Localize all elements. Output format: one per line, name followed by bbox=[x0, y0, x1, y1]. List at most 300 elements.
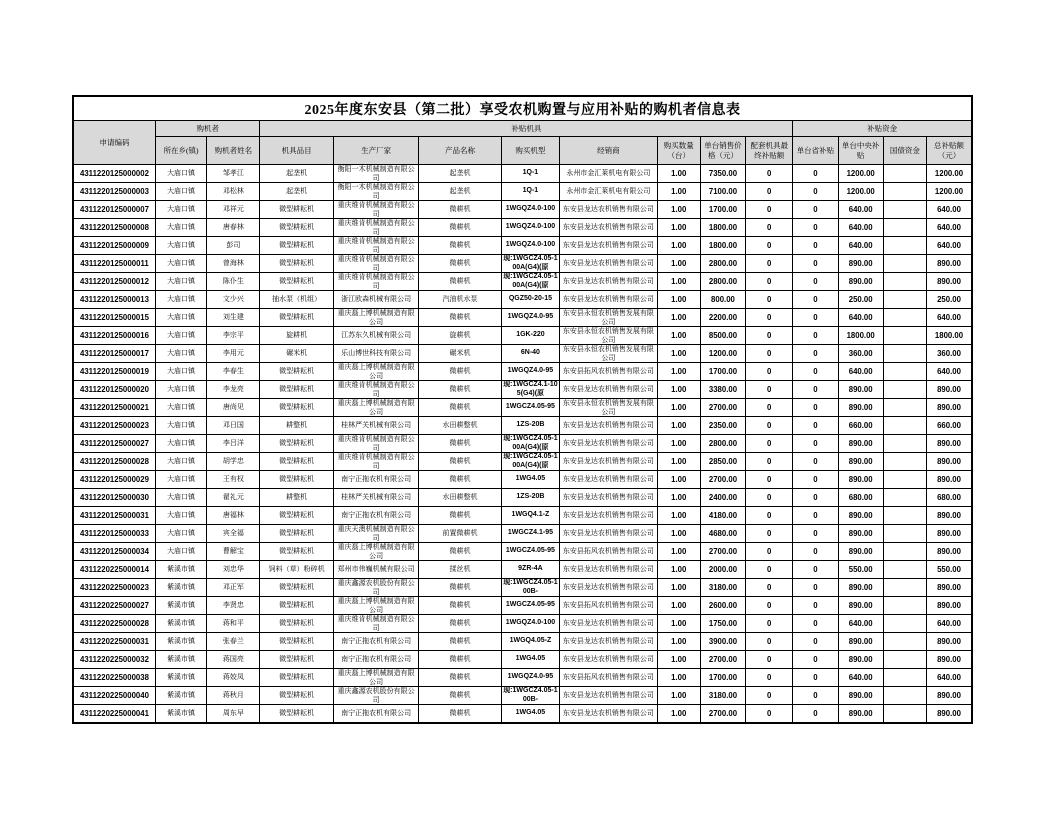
cell-manufacturer: 江苏东久机械有限公司 bbox=[333, 327, 418, 345]
cell-product-name: 微耕机 bbox=[419, 237, 501, 255]
cell-purchaser-name: 邓松林 bbox=[207, 183, 260, 201]
cell-purchase-model: 1Q-1 bbox=[501, 183, 559, 201]
cell-attachment-subsidy: 0 bbox=[746, 669, 793, 687]
cell-central-subsidy: 360.00 bbox=[838, 345, 883, 363]
cell-application-code: 4311220225000028 bbox=[73, 615, 155, 633]
cell-provincial-subsidy: 0 bbox=[793, 201, 838, 219]
cell-total-subsidy: 1200.00 bbox=[927, 165, 972, 183]
cell-provincial-subsidy: 0 bbox=[793, 417, 838, 435]
cell-machine-category: 微型耕耘机 bbox=[260, 399, 333, 417]
cell-provincial-subsidy: 0 bbox=[793, 489, 838, 507]
cell-attachment-subsidy: 0 bbox=[746, 363, 793, 381]
cell-bond-funds bbox=[883, 183, 926, 201]
page-title: 2025年度东安县（第二批）享受农机购置与应用补贴的购机者信息表 bbox=[73, 96, 972, 121]
col-group-subsidy-funds: 补贴资金 bbox=[793, 121, 972, 137]
cell-product-name: 微耕机 bbox=[419, 399, 501, 417]
col-header-application-code: 申请编码 bbox=[73, 121, 155, 165]
cell-quantity: 1.00 bbox=[657, 471, 700, 489]
table-body bbox=[73, 165, 972, 724]
cell-quantity: 1.00 bbox=[657, 615, 700, 633]
cell-township: 紫溪市镇 bbox=[155, 687, 206, 705]
cell-quantity: 1.00 bbox=[657, 201, 700, 219]
cell-unit-price: 1700.00 bbox=[700, 363, 745, 381]
cell-manufacturer: 衡阳一木机械制造有限公司 bbox=[333, 165, 418, 183]
cell-provincial-subsidy: 0 bbox=[793, 633, 838, 651]
cell-dealer: 东安县龙达农机销售有限公司 bbox=[560, 291, 658, 309]
cell-quantity: 1.00 bbox=[657, 237, 700, 255]
cell-unit-price: 2350.00 bbox=[700, 417, 745, 435]
cell-quantity: 1.00 bbox=[657, 291, 700, 309]
cell-attachment-subsidy: 0 bbox=[746, 255, 793, 273]
subsidy-table bbox=[72, 95, 973, 724]
cell-provincial-subsidy: 0 bbox=[793, 507, 838, 525]
cell-purchaser-name: 蒋国亮 bbox=[207, 651, 260, 669]
cell-total-subsidy: 890.00 bbox=[927, 705, 972, 724]
cell-unit-price: 7350.00 bbox=[700, 165, 745, 183]
cell-township: 大庙口镇 bbox=[155, 255, 206, 273]
cell-purchase-model: 现:1WGCZ4.05-100B- bbox=[503, 579, 558, 595]
col-header-total-subsidy: 总补贴额（元） bbox=[927, 137, 972, 165]
cell-provincial-subsidy: 0 bbox=[793, 687, 838, 705]
cell-dealer: 东安县龙达农机销售有限公司 bbox=[560, 453, 658, 471]
cell-dealer: 东安县龙达农机销售有限公司 bbox=[560, 579, 658, 597]
cell-application-code: 4311220225000032 bbox=[73, 651, 155, 669]
cell-quantity: 1.00 bbox=[657, 525, 700, 543]
cell-quantity: 1.00 bbox=[657, 363, 700, 381]
cell-purchase-model: 1WGQZ4.0-95 bbox=[501, 309, 559, 327]
cell-manufacturer: 重庆磊上博机械制造有限公司 bbox=[333, 399, 418, 417]
cell-application-code: 4311220125000012 bbox=[73, 273, 155, 291]
cell-quantity: 1.00 bbox=[657, 417, 700, 435]
table-row bbox=[73, 579, 972, 597]
cell-provincial-subsidy: 0 bbox=[793, 165, 838, 183]
cell-provincial-subsidy: 0 bbox=[793, 345, 838, 363]
cell-total-subsidy: 640.00 bbox=[927, 309, 972, 327]
cell-purchase-model: 1WGCZ4.05-95 bbox=[501, 399, 559, 417]
table-row bbox=[73, 327, 972, 345]
cell-unit-price: 1700.00 bbox=[700, 201, 745, 219]
cell-attachment-subsidy: 0 bbox=[746, 417, 793, 435]
col-header-unit-price: 单台销售价格（元） bbox=[700, 137, 745, 165]
cell-product-name: 微耕机 bbox=[419, 273, 501, 291]
cell-purchaser-name: 李用元 bbox=[207, 345, 260, 363]
cell-manufacturer: 南宁正拖农机有限公司 bbox=[333, 705, 418, 724]
cell-central-subsidy: 890.00 bbox=[838, 507, 883, 525]
cell-township: 大庙口镇 bbox=[155, 309, 206, 327]
cell-bond-funds bbox=[883, 327, 926, 345]
cell-quantity: 1.00 bbox=[657, 597, 700, 615]
cell-manufacturer: 重庆维肯机械制造有限公司 bbox=[333, 219, 418, 237]
cell-purchase-model: 1WG4.05 bbox=[501, 471, 559, 489]
cell-central-subsidy: 890.00 bbox=[838, 471, 883, 489]
cell-bond-funds bbox=[883, 381, 926, 399]
cell-purchase-model: 1WGQZ4.0-100 bbox=[501, 201, 559, 219]
cell-attachment-subsidy: 0 bbox=[746, 399, 793, 417]
cell-central-subsidy: 640.00 bbox=[838, 201, 883, 219]
cell-unit-price: 800.00 bbox=[700, 291, 745, 309]
cell-central-subsidy: 250.00 bbox=[838, 291, 883, 309]
cell-provincial-subsidy: 0 bbox=[793, 435, 838, 453]
cell-township: 大庙口镇 bbox=[155, 453, 206, 471]
cell-purchaser-name: 张春兰 bbox=[207, 633, 260, 651]
cell-manufacturer: 重庆维肯机械制造有限公司 bbox=[333, 237, 418, 255]
table-row bbox=[73, 489, 972, 507]
cell-township: 大庙口镇 bbox=[155, 417, 206, 435]
cell-total-subsidy: 890.00 bbox=[927, 435, 972, 453]
cell-total-subsidy: 640.00 bbox=[927, 669, 972, 687]
table-row bbox=[73, 255, 972, 273]
cell-purchase-model: 1WGCZ4.05-95 bbox=[501, 543, 559, 561]
cell-purchase-model: 1WGQZ4.0-100 bbox=[501, 219, 559, 237]
cell-application-code: 4311220125000021 bbox=[73, 399, 155, 417]
cell-central-subsidy: 640.00 bbox=[838, 669, 883, 687]
cell-manufacturer: 桂林严关机械有限公司 bbox=[333, 417, 418, 435]
cell-central-subsidy: 890.00 bbox=[838, 525, 883, 543]
cell-total-subsidy: 890.00 bbox=[927, 399, 972, 417]
cell-product-name: 旋耕机 bbox=[419, 327, 501, 345]
table-row bbox=[73, 651, 972, 669]
cell-dealer: 永州市金汇莱机电有限公司 bbox=[560, 183, 658, 201]
cell-product-name: 微耕机 bbox=[419, 543, 501, 561]
table-row bbox=[73, 705, 972, 724]
cell-total-subsidy: 890.00 bbox=[927, 507, 972, 525]
cell-product-name: 汽油机水泵 bbox=[419, 291, 501, 309]
cell-application-code: 4311220125000008 bbox=[73, 219, 155, 237]
cell-purchaser-name: 邓祥元 bbox=[207, 201, 260, 219]
cell-central-subsidy: 1200.00 bbox=[838, 183, 883, 201]
cell-purchaser-name: 宾全福 bbox=[207, 525, 260, 543]
cell-provincial-subsidy: 0 bbox=[793, 705, 838, 724]
cell-quantity: 1.00 bbox=[657, 561, 700, 579]
col-header-bond-funds: 国债资金 bbox=[883, 137, 926, 165]
cell-attachment-subsidy: 0 bbox=[746, 183, 793, 201]
cell-bond-funds bbox=[883, 453, 926, 471]
cell-unit-price: 2600.00 bbox=[700, 597, 745, 615]
cell-provincial-subsidy: 0 bbox=[793, 543, 838, 561]
cell-bond-funds bbox=[883, 417, 926, 435]
cell-purchase-model: 1ZS-20B bbox=[501, 489, 559, 507]
cell-dealer: 东安县龙达农机销售有限公司 bbox=[560, 561, 658, 579]
cell-machine-category: 耕整机 bbox=[260, 417, 333, 435]
cell-bond-funds bbox=[883, 597, 926, 615]
cell-central-subsidy: 890.00 bbox=[838, 597, 883, 615]
cell-township: 大庙口镇 bbox=[155, 219, 206, 237]
cell-central-subsidy: 890.00 bbox=[838, 399, 883, 417]
cell-bond-funds bbox=[883, 363, 926, 381]
cell-unit-price: 2800.00 bbox=[700, 255, 745, 273]
table-row bbox=[73, 381, 972, 399]
cell-machine-category: 微型耕耘机 bbox=[260, 309, 333, 327]
cell-dealer: 东安县龙达农机销售有限公司 bbox=[560, 471, 658, 489]
cell-provincial-subsidy: 0 bbox=[793, 525, 838, 543]
cell-bond-funds bbox=[883, 669, 926, 687]
cell-attachment-subsidy: 0 bbox=[746, 201, 793, 219]
subsidy-info-sheet bbox=[72, 95, 973, 724]
cell-manufacturer: 重庆天澳机械制造有限公司 bbox=[333, 525, 418, 543]
cell-township: 紫溪市镇 bbox=[155, 561, 206, 579]
cell-provincial-subsidy: 0 bbox=[793, 291, 838, 309]
cell-attachment-subsidy: 0 bbox=[746, 633, 793, 651]
cell-purchaser-name: 曹解宝 bbox=[207, 543, 260, 561]
cell-application-code: 4311220125000027 bbox=[73, 435, 155, 453]
cell-purchaser-name: 邓日国 bbox=[207, 417, 260, 435]
cell-bond-funds bbox=[883, 687, 926, 705]
cell-manufacturer: 重庆维肯机械制造有限公司 bbox=[333, 381, 418, 399]
cell-machine-category: 碾米机 bbox=[260, 345, 333, 363]
cell-total-subsidy: 550.00 bbox=[927, 561, 972, 579]
cell-dealer: 东安县永恒农机销售发展有限公司 bbox=[560, 399, 658, 417]
cell-attachment-subsidy: 0 bbox=[746, 489, 793, 507]
cell-quantity: 1.00 bbox=[657, 669, 700, 687]
cell-dealer: 东安县龙达农机销售有限公司 bbox=[560, 489, 658, 507]
cell-unit-price: 2700.00 bbox=[700, 705, 745, 724]
cell-machine-category: 微型耕耘机 bbox=[260, 237, 333, 255]
cell-manufacturer: 衡阳一木机械制造有限公司 bbox=[333, 183, 418, 201]
table-row bbox=[73, 669, 972, 687]
cell-central-subsidy: 890.00 bbox=[838, 453, 883, 471]
cell-manufacturer: 重庆维肯机械制造有限公司 bbox=[333, 201, 418, 219]
cell-central-subsidy: 640.00 bbox=[838, 219, 883, 237]
cell-manufacturer: 重庆维肯机械制造有限公司 bbox=[333, 615, 418, 633]
cell-attachment-subsidy: 0 bbox=[746, 291, 793, 309]
cell-dealer: 东安县龙达农机销售有限公司 bbox=[560, 507, 658, 525]
cell-central-subsidy: 890.00 bbox=[838, 273, 883, 291]
cell-machine-category: 抽水泵（机组） bbox=[260, 291, 333, 309]
cell-attachment-subsidy: 0 bbox=[746, 597, 793, 615]
cell-attachment-subsidy: 0 bbox=[746, 381, 793, 399]
cell-dealer: 东安县拓风农机销售有限公司 bbox=[560, 363, 658, 381]
cell-quantity: 1.00 bbox=[657, 453, 700, 471]
cell-purchaser-name: 唐尚见 bbox=[207, 399, 260, 417]
cell-township: 大庙口镇 bbox=[155, 363, 206, 381]
cell-total-subsidy: 640.00 bbox=[927, 237, 972, 255]
cell-product-name: 微耕机 bbox=[419, 507, 501, 525]
cell-dealer: 东安县龙达农机销售有限公司 bbox=[560, 651, 658, 669]
table-row bbox=[73, 543, 972, 561]
cell-quantity: 1.00 bbox=[657, 309, 700, 327]
cell-manufacturer: 南宁正拖农机有限公司 bbox=[333, 507, 418, 525]
cell-machine-category: 微型耕耘机 bbox=[260, 543, 333, 561]
table-row bbox=[73, 471, 972, 489]
cell-attachment-subsidy: 0 bbox=[746, 237, 793, 255]
cell-township: 大庙口镇 bbox=[155, 507, 206, 525]
cell-total-subsidy: 680.00 bbox=[927, 489, 972, 507]
cell-purchase-model: 现:1WGCZ4.05-100A(G4)(原 bbox=[503, 435, 558, 451]
cell-machine-category: 微型耕耘机 bbox=[260, 525, 333, 543]
cell-bond-funds bbox=[883, 633, 926, 651]
cell-manufacturer: 重庆维肯机械制造有限公司 bbox=[333, 273, 418, 291]
cell-provincial-subsidy: 0 bbox=[793, 597, 838, 615]
cell-application-code: 4311220125000009 bbox=[73, 237, 155, 255]
cell-township: 大庙口镇 bbox=[155, 165, 206, 183]
cell-manufacturer: 重庆维肯机械制造有限公司 bbox=[333, 255, 418, 273]
cell-unit-price: 2700.00 bbox=[700, 543, 745, 561]
cell-purchase-model: 1WGQ4.1-Z bbox=[501, 507, 559, 525]
cell-provincial-subsidy: 0 bbox=[793, 327, 838, 345]
cell-machine-category: 饲料（草）粉碎机 bbox=[260, 561, 333, 579]
cell-unit-price: 3380.00 bbox=[700, 381, 745, 399]
cell-dealer: 东安县拓风农机销售有限公司 bbox=[560, 597, 658, 615]
cell-product-name: 微耕机 bbox=[419, 435, 501, 453]
cell-unit-price: 1750.00 bbox=[700, 615, 745, 633]
cell-provincial-subsidy: 0 bbox=[793, 561, 838, 579]
cell-total-subsidy: 1200.00 bbox=[927, 183, 972, 201]
cell-township: 大庙口镇 bbox=[155, 273, 206, 291]
cell-township: 紫溪市镇 bbox=[155, 597, 206, 615]
cell-purchaser-name: 翟礼元 bbox=[207, 489, 260, 507]
cell-central-subsidy: 890.00 bbox=[838, 255, 883, 273]
cell-quantity: 1.00 bbox=[657, 273, 700, 291]
cell-township: 大庙口镇 bbox=[155, 291, 206, 309]
table-row bbox=[73, 597, 972, 615]
cell-provincial-subsidy: 0 bbox=[793, 255, 838, 273]
cell-application-code: 4311220225000014 bbox=[73, 561, 155, 579]
cell-application-code: 4311220125000017 bbox=[73, 345, 155, 363]
cell-provincial-subsidy: 0 bbox=[793, 579, 838, 597]
cell-attachment-subsidy: 0 bbox=[746, 687, 793, 705]
cell-attachment-subsidy: 0 bbox=[746, 309, 793, 327]
cell-unit-price: 2200.00 bbox=[700, 309, 745, 327]
col-header-township: 所在乡(镇) bbox=[155, 137, 206, 165]
cell-application-code: 4311220125000029 bbox=[73, 471, 155, 489]
cell-machine-category: 微型耕耘机 bbox=[260, 435, 333, 453]
cell-purchase-model: 1WGQZ4.0-95 bbox=[501, 363, 559, 381]
cell-provincial-subsidy: 0 bbox=[793, 615, 838, 633]
cell-bond-funds bbox=[883, 525, 926, 543]
cell-township: 大庙口镇 bbox=[155, 489, 206, 507]
cell-machine-category: 微型耕耘机 bbox=[260, 219, 333, 237]
cell-central-subsidy: 890.00 bbox=[838, 687, 883, 705]
cell-attachment-subsidy: 0 bbox=[746, 579, 793, 597]
cell-dealer: 东安县永恒农机销售发展有限公司 bbox=[560, 309, 658, 327]
cell-machine-category: 微型耕耘机 bbox=[260, 615, 333, 633]
cell-application-code: 4311220225000023 bbox=[73, 579, 155, 597]
cell-attachment-subsidy: 0 bbox=[746, 543, 793, 561]
cell-central-subsidy: 890.00 bbox=[838, 633, 883, 651]
cell-dealer: 东安县龙达农机销售有限公司 bbox=[560, 417, 658, 435]
cell-machine-category: 微型耕耘机 bbox=[260, 363, 333, 381]
cell-purchase-model: 1WGQ4.05-Z bbox=[501, 633, 559, 651]
cell-purchase-model: 现:1WGCZ4.05-100A(G4)(原 bbox=[503, 273, 558, 289]
cell-unit-price: 2000.00 bbox=[700, 561, 745, 579]
cell-manufacturer: 重庆鑫源农机股份有限公司 bbox=[333, 687, 418, 705]
cell-purchase-model: 1WGCZ4.1-95 bbox=[501, 525, 559, 543]
cell-dealer: 东安县永恒农机销售发展有限公司 bbox=[560, 327, 658, 345]
cell-quantity: 1.00 bbox=[657, 543, 700, 561]
cell-machine-category: 微型耕耘机 bbox=[260, 705, 333, 724]
cell-provincial-subsidy: 0 bbox=[793, 273, 838, 291]
cell-provincial-subsidy: 0 bbox=[793, 453, 838, 471]
cell-quantity: 1.00 bbox=[657, 435, 700, 453]
cell-total-subsidy: 890.00 bbox=[927, 633, 972, 651]
cell-manufacturer: 重庆维肯机械制造有限公司 bbox=[333, 435, 418, 453]
cell-purchaser-name: 蒋秋月 bbox=[207, 687, 260, 705]
cell-bond-funds bbox=[883, 561, 926, 579]
cell-purchase-model: 1WG4.05 bbox=[501, 705, 559, 724]
cell-attachment-subsidy: 0 bbox=[746, 327, 793, 345]
cell-bond-funds bbox=[883, 435, 926, 453]
cell-total-subsidy: 890.00 bbox=[927, 687, 972, 705]
cell-quantity: 1.00 bbox=[657, 651, 700, 669]
cell-application-code: 4311220125000016 bbox=[73, 327, 155, 345]
cell-bond-funds bbox=[883, 471, 926, 489]
cell-total-subsidy: 890.00 bbox=[927, 543, 972, 561]
cell-product-name: 碾米机 bbox=[419, 345, 501, 363]
cell-attachment-subsidy: 0 bbox=[746, 471, 793, 489]
cell-central-subsidy: 890.00 bbox=[838, 651, 883, 669]
cell-machine-category: 微型耕耘机 bbox=[260, 471, 333, 489]
cell-application-code: 4311220125000007 bbox=[73, 201, 155, 219]
cell-dealer: 东安县龙达农机销售有限公司 bbox=[560, 687, 658, 705]
cell-purchaser-name: 曾海林 bbox=[207, 255, 260, 273]
cell-central-subsidy: 890.00 bbox=[838, 543, 883, 561]
cell-total-subsidy: 890.00 bbox=[927, 471, 972, 489]
cell-central-subsidy: 1800.00 bbox=[838, 327, 883, 345]
cell-manufacturer: 郑州市伟巍机械有限公司 bbox=[333, 561, 418, 579]
cell-purchase-model: 1GK-220 bbox=[501, 327, 559, 345]
cell-township: 大庙口镇 bbox=[155, 201, 206, 219]
cell-township: 大庙口镇 bbox=[155, 183, 206, 201]
table-row bbox=[73, 507, 972, 525]
cell-purchase-model: 1WGCZ4.05-95 bbox=[501, 597, 559, 615]
table-row bbox=[73, 417, 972, 435]
cell-quantity: 1.00 bbox=[657, 183, 700, 201]
cell-machine-category: 微型耕耘机 bbox=[260, 579, 333, 597]
cell-purchase-model: 9ZR-4A bbox=[501, 561, 559, 579]
col-header-purchaser-name: 购机者姓名 bbox=[207, 137, 260, 165]
cell-purchase-model: 1WGQZ4.0-100 bbox=[501, 237, 559, 255]
cell-township: 大庙口镇 bbox=[155, 237, 206, 255]
cell-dealer: 东安县龙达农机销售有限公司 bbox=[560, 219, 658, 237]
table-row bbox=[73, 399, 972, 417]
cell-provincial-subsidy: 0 bbox=[793, 651, 838, 669]
table-row bbox=[73, 165, 972, 183]
cell-purchaser-name: 陈仆生 bbox=[207, 273, 260, 291]
cell-manufacturer: 重庆维肯机械制造有限公司 bbox=[333, 453, 418, 471]
cell-bond-funds bbox=[883, 399, 926, 417]
cell-product-name: 起垄机 bbox=[419, 165, 501, 183]
cell-application-code: 4311220225000040 bbox=[73, 687, 155, 705]
cell-quantity: 1.00 bbox=[657, 165, 700, 183]
cell-provincial-subsidy: 0 bbox=[793, 219, 838, 237]
cell-manufacturer: 重庆磊上博机械制造有限公司 bbox=[333, 669, 418, 687]
header-sub-row bbox=[73, 137, 972, 165]
cell-unit-price: 3900.00 bbox=[700, 633, 745, 651]
cell-dealer: 东安县龙达农机销售有限公司 bbox=[560, 525, 658, 543]
cell-unit-price: 1800.00 bbox=[700, 237, 745, 255]
cell-machine-category: 耕整机 bbox=[260, 489, 333, 507]
cell-unit-price: 4180.00 bbox=[700, 507, 745, 525]
cell-dealer: 东安县龙达农机销售有限公司 bbox=[560, 633, 658, 651]
cell-machine-category: 微型耕耘机 bbox=[260, 687, 333, 705]
cell-purchaser-name: 文少兴 bbox=[207, 291, 260, 309]
cell-township: 紫溪市镇 bbox=[155, 669, 206, 687]
cell-purchase-model: 1WGQZ4.0-95 bbox=[501, 669, 559, 687]
cell-purchaser-name: 李春生 bbox=[207, 363, 260, 381]
cell-total-subsidy: 890.00 bbox=[927, 525, 972, 543]
cell-purchaser-name: 胡学忠 bbox=[207, 453, 260, 471]
cell-purchaser-name: 李宗平 bbox=[207, 327, 260, 345]
cell-purchaser-name: 唐春林 bbox=[207, 219, 260, 237]
cell-bond-funds bbox=[883, 273, 926, 291]
table-row bbox=[73, 183, 972, 201]
cell-provincial-subsidy: 0 bbox=[793, 471, 838, 489]
cell-machine-category: 微型耕耘机 bbox=[260, 381, 333, 399]
cell-machine-category: 微型耕耘机 bbox=[260, 273, 333, 291]
col-header-quantity: 购买数量（台） bbox=[657, 137, 700, 165]
table-row bbox=[73, 363, 972, 381]
cell-application-code: 4311220125000023 bbox=[73, 417, 155, 435]
